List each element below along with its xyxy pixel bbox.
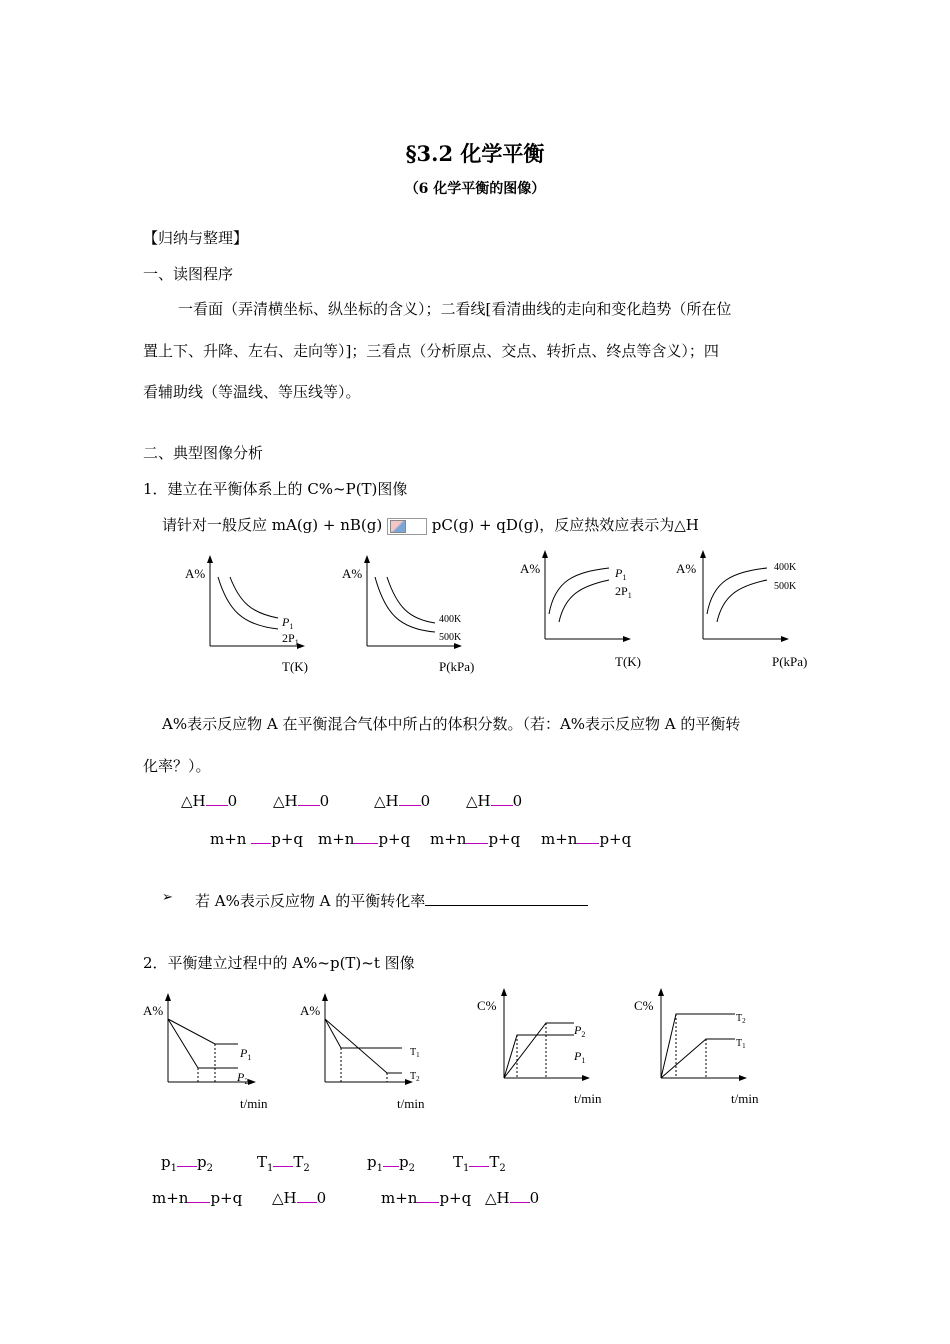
chart7-xlabel: t/min: [574, 1091, 602, 1106]
chart5-curve2-label: $P_2$: [237, 1070, 249, 1086]
chart3-ylabel: A%: [520, 561, 541, 576]
chart8-ylabel: C%: [634, 998, 654, 1013]
chart3-curve1-label: $P_1$: [615, 566, 627, 582]
chart8-curve2-label: $T_1$: [736, 1038, 746, 1050]
reaction-line: [162, 514, 699, 535]
dh-blank-2: △H 0: [273, 792, 330, 810]
chart-ap-p-t: [337, 555, 487, 680]
page-subtitle: （6 化学平衡的图像）: [404, 181, 546, 197]
mn-blank-5: m+n p+q: [152, 1189, 243, 1207]
bullet-arrow-icon: ➢: [162, 890, 173, 905]
chart6-curve2-label: $T_2$: [410, 1071, 420, 1083]
equilibrium-arrow-image-icon: [387, 518, 427, 535]
summary-label: 【归纳与整理】: [143, 229, 249, 247]
page-title: §3.2 化学平衡: [405, 141, 545, 166]
item2-title: 2．平衡建立过程中的 A%~p(T)~t 图像: [143, 954, 415, 972]
chart4-curve1-label: 400K: [774, 562, 797, 573]
chart6-xlabel: t/min: [397, 1096, 425, 1111]
dh-blank-3: △H 0: [374, 792, 431, 810]
cmp-t-blank-1: $T_1$ $T_2$: [257, 1153, 310, 1174]
chart1-curve1-label: $P_1$: [282, 615, 294, 631]
cmp-p-blank-2: $p_1$ $p_2$: [367, 1153, 415, 1174]
explain-line-1: A%表示反应物 A 在平衡混合气体中所占的体积分数。（若：A%表示反应物 A 的平衡转: [162, 715, 741, 733]
chart-c-t-t: [631, 988, 781, 1110]
chart3-xlabel: T(K): [615, 654, 641, 669]
section1-heading: 一、读图程序: [143, 265, 234, 283]
chart2-ylabel: A%: [342, 566, 363, 581]
dh-blank-1: △H 0: [181, 792, 238, 810]
chart1-xlabel: T(K): [282, 659, 308, 674]
chart5-ylabel: A%: [143, 1003, 164, 1018]
section2-heading: 二、典型图像分析: [143, 444, 264, 462]
mn-blank-3: m+n p+q: [430, 830, 521, 848]
chart-a-t-t: [297, 993, 447, 1115]
chart-c-t-p: [474, 988, 624, 1110]
mn-blank-2: m+n p+q: [318, 830, 411, 848]
chart5-xlabel: t/min: [240, 1096, 268, 1111]
chart8-curve1-label: $T_2$: [736, 1013, 746, 1025]
section1-line-2: 置上下、升降、左右、走向等）]；三看点（分析原点、交点、转折点、终点等含义）；四: [143, 342, 719, 360]
cmp-p-blank-1: $p_1$ $p_2$: [161, 1153, 213, 1174]
chart7-curve2-label: $P_1$: [574, 1049, 586, 1065]
section1-line-1: 一看面（弄清横坐标、纵坐标的含义）；二看线[看清曲线的走向和变化趋势（所在位: [178, 300, 732, 318]
chart4-xlabel: P(kPa): [772, 654, 808, 669]
chart7-ylabel: C%: [477, 998, 497, 1013]
mn-blank-4: m+n p+q: [541, 830, 632, 848]
item1-title: 1．建立在平衡体系上的 C%~P(T)图像: [143, 480, 408, 498]
chart-ap-p-t-rising: [673, 550, 823, 675]
dh-blank-6: △H 0: [485, 1189, 540, 1207]
section1-line-3: 看辅助线（等温线、等压线等）。: [143, 383, 361, 401]
chart7-curve1-label: $P_2$: [574, 1023, 586, 1039]
chart2-xlabel: P(kPa): [439, 659, 475, 674]
chart-ap-t-p: [180, 555, 320, 680]
explain-line-2: 化率？）。: [143, 757, 211, 775]
mn-blank-6: m+n p+q: [381, 1189, 472, 1207]
chart5-curve1-label: $P_1$: [240, 1046, 252, 1062]
mn-blank-1: m+n p+q: [210, 830, 304, 848]
chart4-curve2-label: 500K: [774, 581, 797, 592]
chart1-ylabel: A%: [185, 566, 206, 581]
chart-a-t-p: [140, 993, 290, 1115]
chart6-curve1-label: $T_1$: [410, 1047, 420, 1059]
dh-blank-5: △H 0: [272, 1189, 327, 1207]
chart2-curve1-label: 400K: [439, 614, 462, 625]
reaction-left: 请针对一般反应 mA(g) + nB(g): [162, 516, 383, 534]
cmp-t-blank-2: $T_1$ $T_2$: [453, 1153, 506, 1174]
bullet-text: 若 A%表示反应物 A 的平衡转化率: [195, 890, 588, 911]
chart6-ylabel: A%: [300, 1003, 321, 1018]
dh-blank-4: △H 0: [466, 792, 523, 810]
chart-ap-t-p-rising: [515, 550, 655, 675]
chart3-curve2-label: $2P_1$: [615, 584, 632, 600]
chart2-curve2-label: 500K: [439, 632, 462, 643]
chart4-ylabel: A%: [676, 561, 697, 576]
chart8-xlabel: t/min: [731, 1091, 759, 1106]
chart1-curve2-label: $2P_1$: [282, 631, 299, 647]
reaction-right: pC(g) + qD(g)，反应热效应表示为△H: [431, 516, 699, 534]
